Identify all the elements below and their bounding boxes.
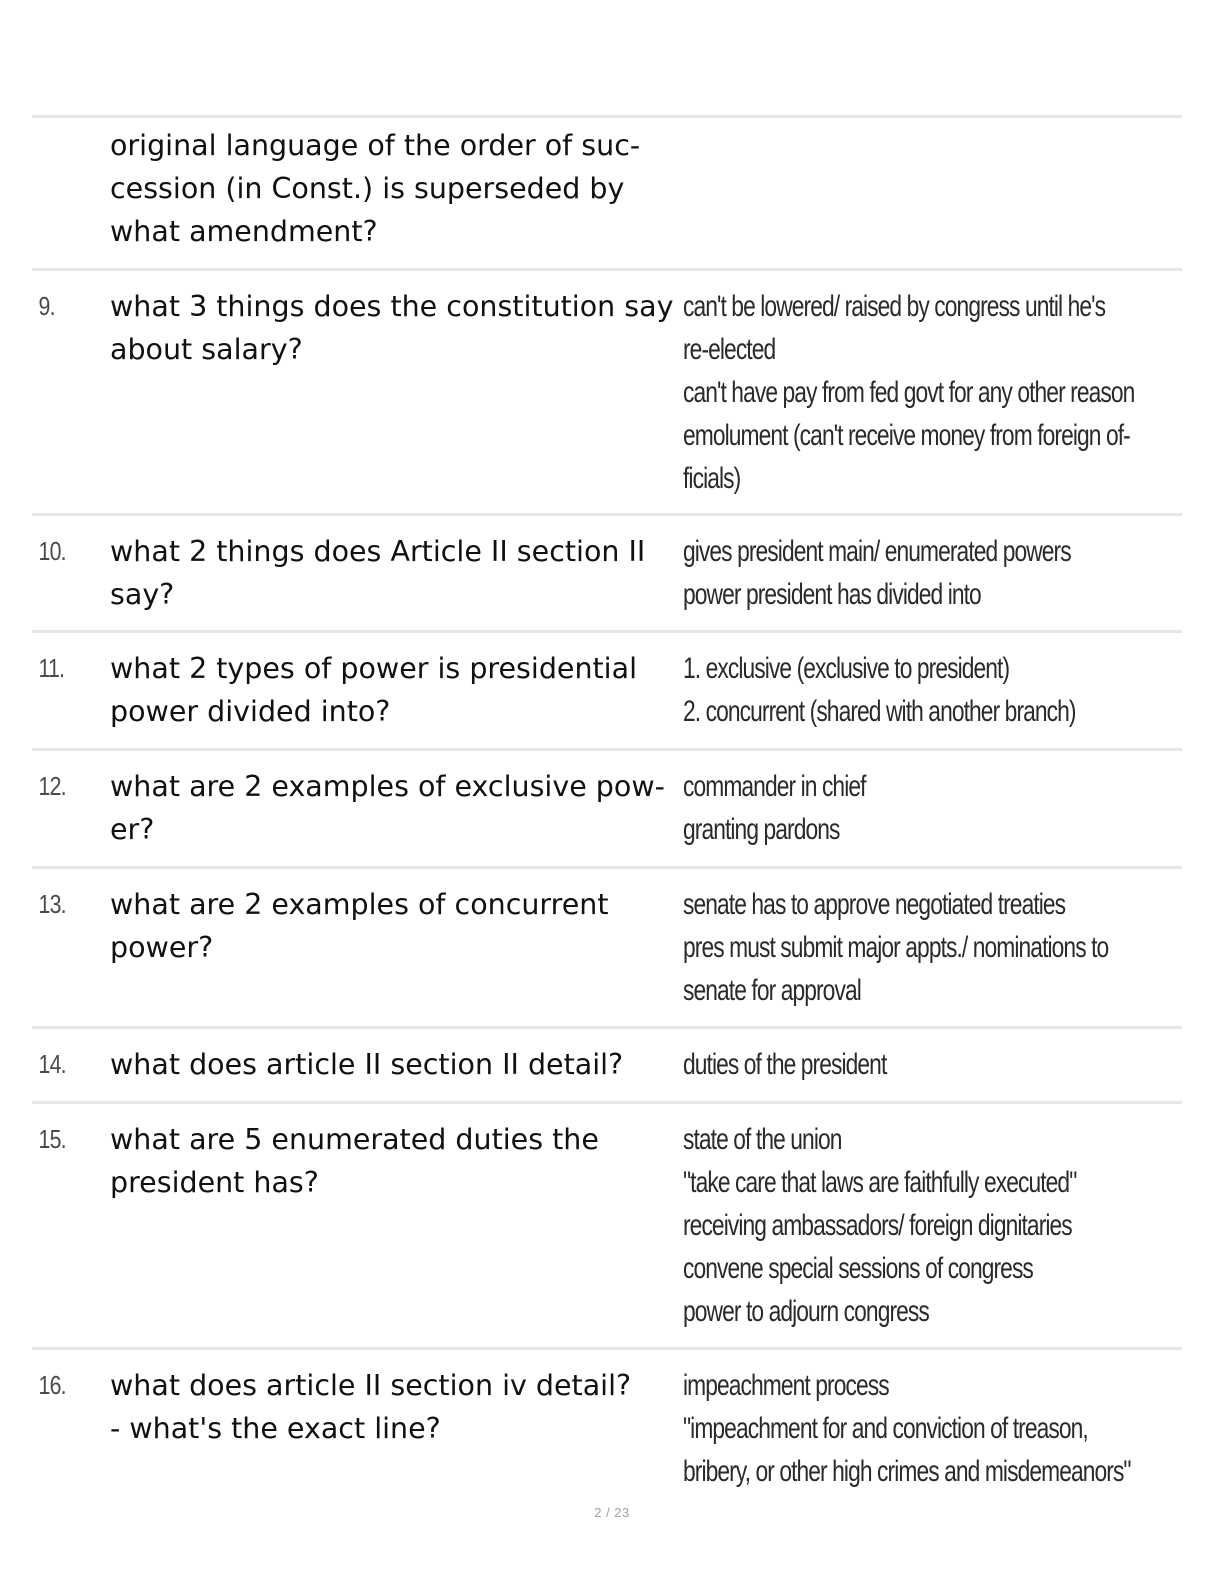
- term-line: what amendment?: [110, 215, 378, 248]
- term-line: about salary?: [110, 333, 303, 366]
- definition-line: 1. exclusive (exclusive to president): [683, 652, 1010, 685]
- definition-line: senate for approval: [683, 974, 861, 1007]
- table-row: [32, 1101, 1182, 1347]
- term-line: president has?: [110, 1166, 319, 1199]
- table-row: [32, 1347, 1182, 1497]
- term-line: what does article II section iv detail?: [110, 1369, 632, 1402]
- term-line: what does article II section II detail?: [110, 1048, 624, 1081]
- definition-line: 2. concurrent (shared with another branch): [683, 695, 1076, 728]
- definition-line: ficials): [683, 462, 741, 495]
- definition-line: gives president main/ enumerated powers: [683, 535, 1071, 568]
- term-line: say?: [110, 578, 175, 611]
- row-number: 10.: [38, 536, 66, 566]
- definition-line: can't be lowered/ raised by congress until he's: [683, 290, 1106, 323]
- definition-line: receiving ambassadors/ foreign dignitaries: [683, 1209, 1072, 1242]
- table-row: [32, 866, 1182, 1026]
- term-text: [110, 883, 683, 1026]
- definition-text: [683, 1364, 1182, 1497]
- definition-line: duties of the president: [683, 1048, 887, 1081]
- definition-text: [683, 765, 1182, 866]
- row-number: 16.: [38, 1370, 66, 1400]
- term-line: what are 2 examples of concurrent: [110, 888, 609, 921]
- definition-line: can't have pay from fed govt for any other reason: [683, 376, 1135, 409]
- table-row: [32, 513, 1182, 630]
- definition-line: senate has to approve negotiated treaties: [683, 888, 1066, 921]
- definition-text: [683, 1118, 1182, 1347]
- term-line: - what's the exact line?: [110, 1412, 441, 1445]
- table-row: [32, 268, 1182, 513]
- term-text: [110, 285, 683, 513]
- definition-line: convene special sessions of congress: [683, 1252, 1033, 1285]
- row-number: 13.: [38, 889, 66, 919]
- term-text: [110, 1364, 683, 1497]
- row-number: 14.: [38, 1049, 66, 1079]
- term-line: power?: [110, 931, 214, 964]
- definition-line: "take care that laws are faithfully executed": [683, 1166, 1077, 1199]
- term-line: what 3 things does the constitution say: [110, 290, 674, 323]
- definition-line: re-elected: [683, 333, 776, 366]
- definition-line: commander in chief: [683, 770, 866, 803]
- term-text: [110, 124, 683, 268]
- definition-line: bribery, or other high crimes and misdemeanors": [683, 1455, 1131, 1488]
- row-number: 12.: [38, 771, 66, 801]
- row-number: [32, 124, 96, 268]
- term-text: [110, 530, 683, 630]
- term-line: er?: [110, 813, 155, 846]
- definition-line: power to adjourn congress: [683, 1295, 929, 1328]
- definition-line: power president has divided into: [683, 578, 981, 611]
- term-line: what 2 things does Article II section II: [110, 535, 646, 568]
- term-text: [110, 1043, 683, 1101]
- term-line: what 2 types of power is presidential: [110, 652, 637, 685]
- definition-line: state of the union: [683, 1123, 842, 1156]
- term-text: [110, 1118, 683, 1347]
- term-line: power divided into?: [110, 695, 391, 728]
- term-line: original language of the order of suc-: [110, 129, 641, 162]
- definition-line: "impeachment for and conviction of treason,: [683, 1412, 1088, 1445]
- definition-text: [683, 647, 1182, 748]
- term-line: what are 2 examples of exclusive pow-: [110, 770, 665, 803]
- definition-text: [683, 530, 1182, 630]
- term-line: what are 5 enumerated duties the: [110, 1123, 599, 1156]
- table-row: [32, 1026, 1182, 1101]
- term-text: [110, 765, 683, 866]
- term-text: [110, 647, 683, 748]
- row-number: 9.: [38, 291, 55, 321]
- table-row: [32, 115, 1182, 268]
- definition-text: [683, 124, 1182, 268]
- definition-line: granting pardons: [683, 813, 840, 846]
- definition-line: impeachment process: [683, 1369, 889, 1402]
- row-number: 11.: [38, 653, 65, 683]
- definition-line: emolument (can't receive money from foreign of-: [683, 419, 1130, 452]
- term-line: cession (in Const.) is superseded by: [110, 172, 625, 205]
- definition-text: [683, 285, 1182, 513]
- definition-text: [683, 883, 1182, 1026]
- flashcard-table: [32, 115, 1182, 1497]
- page-number: 2 / 23: [594, 1505, 630, 1520]
- row-number: 15.: [38, 1124, 66, 1154]
- definition-line: pres must submit major appts./ nominations to: [683, 931, 1109, 964]
- table-row: [32, 748, 1182, 866]
- definition-text: [683, 1043, 1182, 1101]
- table-row: [32, 630, 1182, 748]
